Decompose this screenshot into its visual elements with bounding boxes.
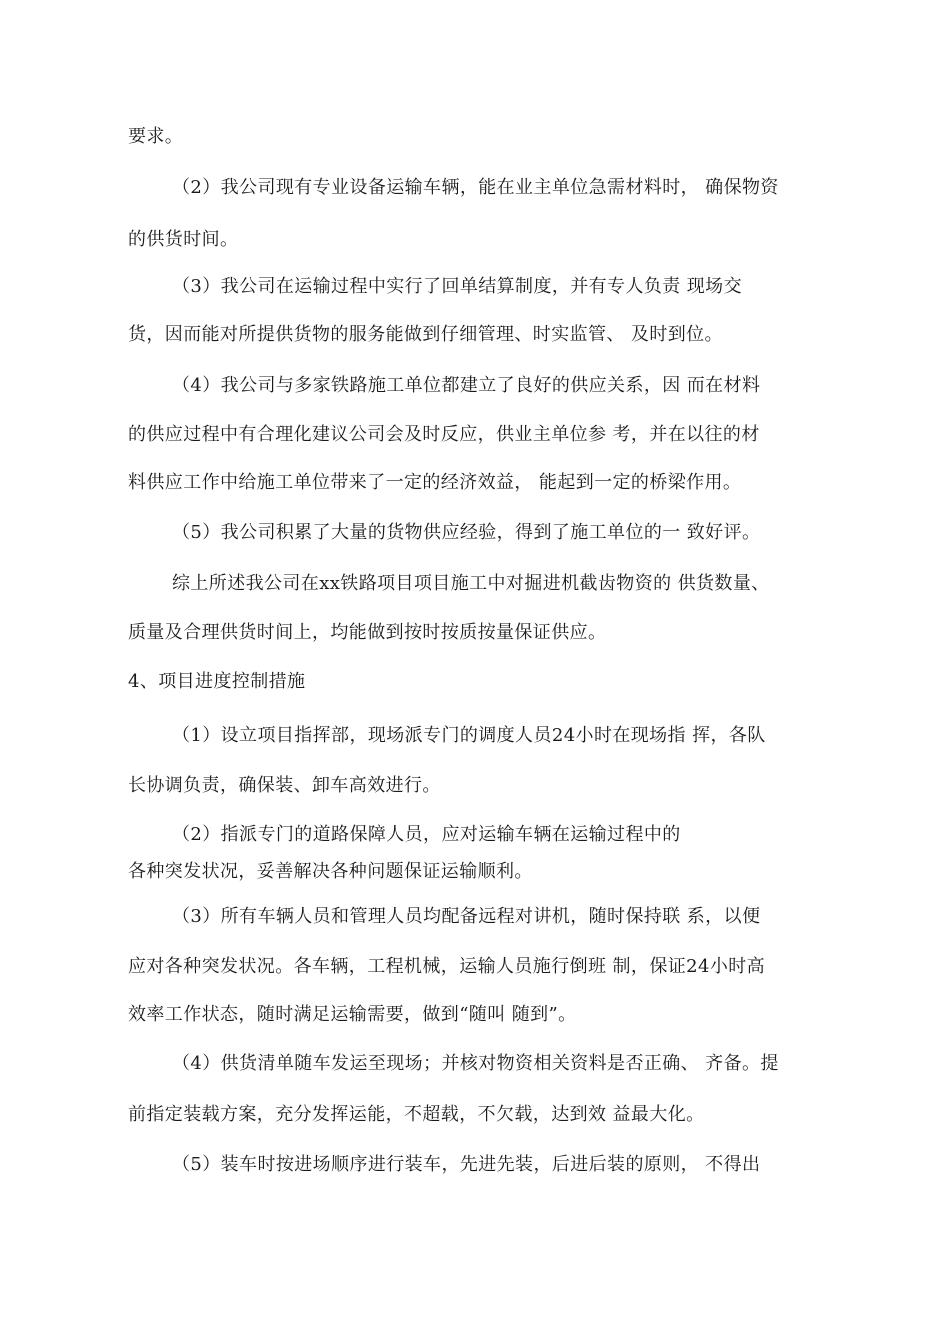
text-line: （4）供货清单随车发运至现场；并核对物资相关资料是否正确、 齐备。提 bbox=[172, 1053, 779, 1074]
text-line: 的供货时间。 bbox=[128, 229, 239, 250]
text-line: 应对各种突发状况。各车辆，工程机械，运输人员施行倒班 制，保证24小时高 bbox=[128, 956, 766, 977]
text-line: 货，因而能对所提供货物的服务能做到仔细管理、时实监管、 及时到位。 bbox=[128, 324, 723, 345]
text-line: 各种突发状况，妥善解决各种问题保证运输顺利。 bbox=[128, 861, 533, 882]
text-line: 要求。 bbox=[128, 126, 184, 147]
text-line: 质量及合理供货时间上，均能做到按时按质按量保证供应。 bbox=[128, 622, 607, 643]
text-line: 效率工作状态，随时满足运输需要，做到“随叫 随到”。 bbox=[128, 1004, 577, 1025]
text-line: （2）指派专门的道路保障人员，应对运输车辆在运输过程中的 bbox=[172, 824, 681, 845]
text-line: （1）设立项目指挥部，现场派专门的调度人员24小时在现场指 挥，各队 bbox=[172, 725, 766, 746]
text-line: 综上所述我公司在xx铁路项目项目施工中对掘进机截齿物资的 供货数量、 bbox=[172, 573, 770, 594]
section-heading: 4、项目进度控制措施 bbox=[128, 671, 306, 692]
text-line: （5）装车时按进场顺序进行装车，先进先装，后进后装的原则， 不得出 bbox=[172, 1154, 761, 1175]
text-line: （5）我公司积累了大量的货物供应经验，得到了施工单位的一 致好评。 bbox=[172, 522, 761, 543]
text-line: （3）所有车辆人员和管理人员均配备远程对讲机，随时保持联 系，以便 bbox=[172, 906, 761, 927]
text-line: （3）我公司在运输过程中实行了回单结算制度，并有专人负责 现场交 bbox=[172, 276, 742, 297]
text-line: 长协调负责，确保装、卸车高效进行。 bbox=[128, 775, 441, 796]
text-line: 料供应工作中给施工单位带来了一定的经济效益， 能起到一定的桥梁作用。 bbox=[128, 472, 742, 493]
text-line: （2）我公司现有专业设备运输车辆，能在业主单位急需材料时， 确保物资 bbox=[172, 177, 779, 198]
text-line: 前指定装载方案，充分发挥运能，不超载，不欠载，达到效 益最大化。 bbox=[128, 1104, 705, 1125]
text-line: 的供应过程中有合理化建议公司会及时反应，供业主单位参 考，并在以往的材 bbox=[128, 424, 760, 445]
text-line: （4）我公司与多家铁路施工单位都建立了良好的供应关系，因 而在材料 bbox=[172, 375, 761, 396]
